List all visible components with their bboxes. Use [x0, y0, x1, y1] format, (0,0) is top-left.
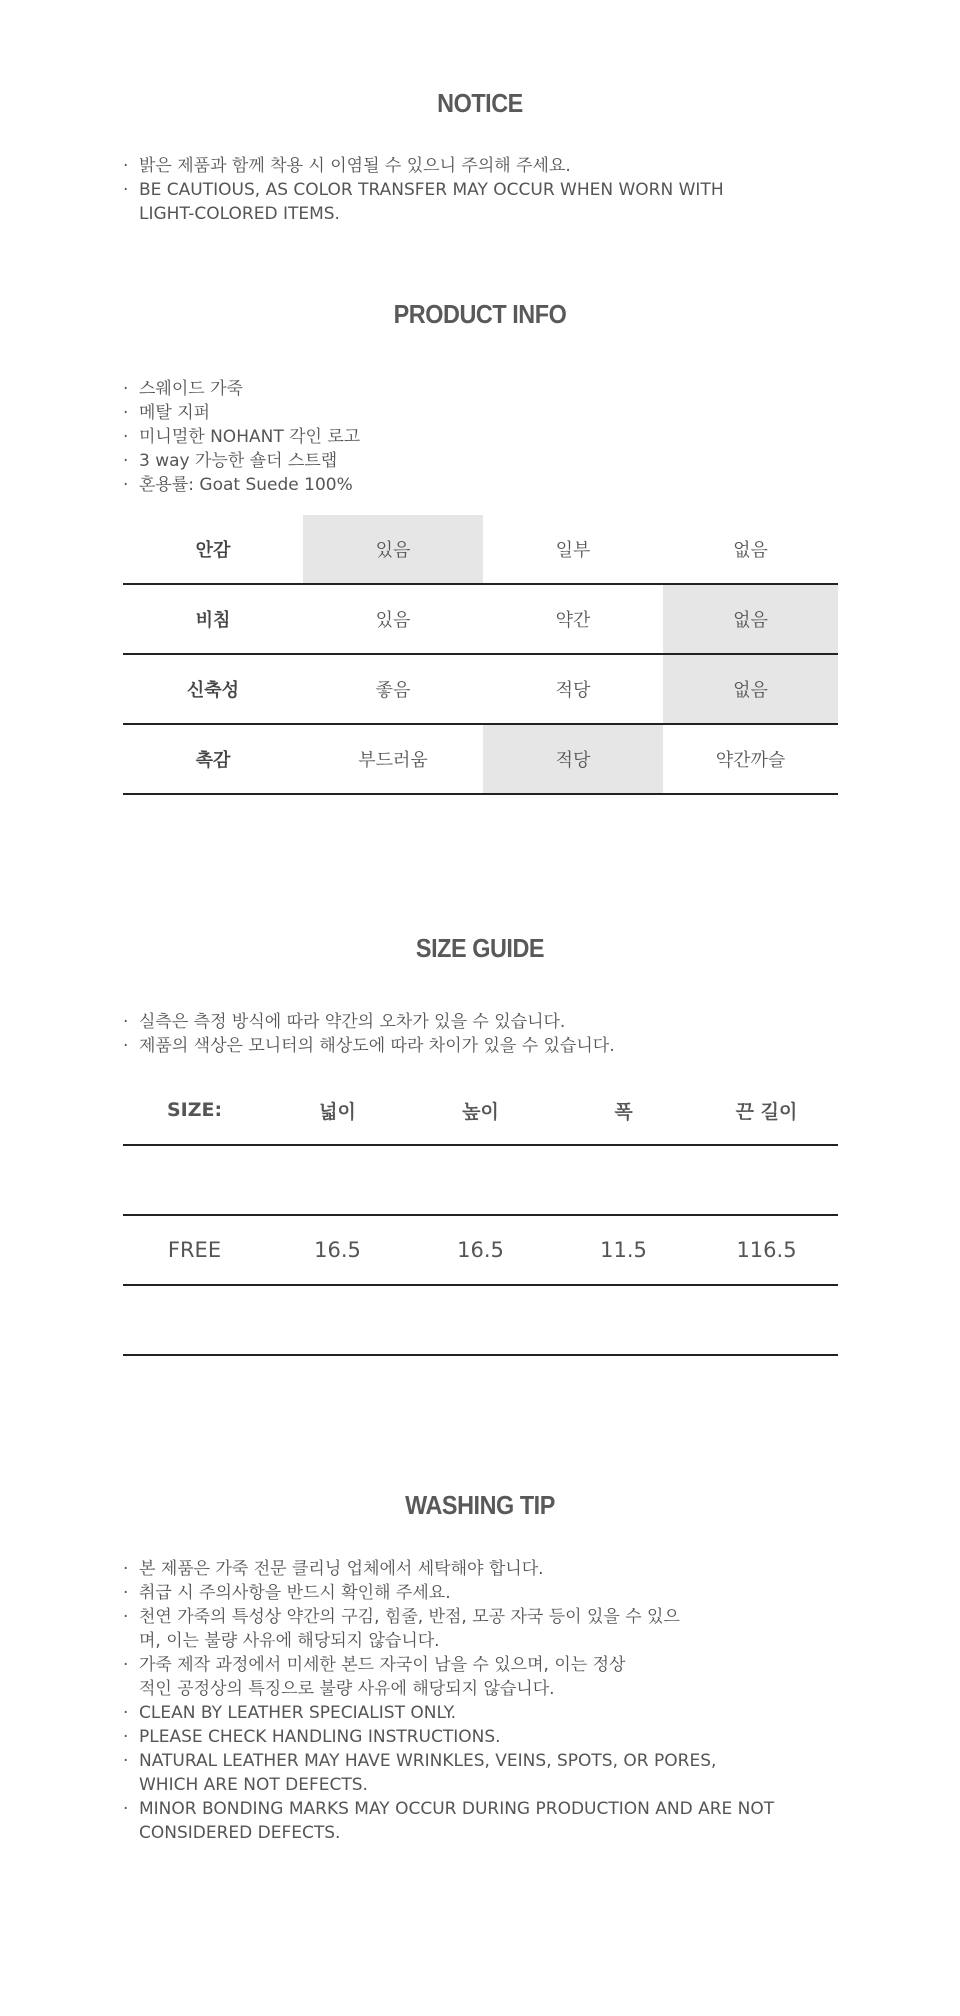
- list-item: · PLEASE CHECK HANDLING INSTRUCTIONS.: [123, 1725, 783, 1749]
- list-item: · BE CAUTIOUS, AS COLOR TRANSFER MAY OCCUR WHEN WORN WITH LIGHT-COLORED ITEMS.: [123, 178, 739, 226]
- list-item: · 미니멀한 NOHANT 각인 로고: [123, 425, 763, 449]
- size-value-cell: 11.5: [552, 1215, 695, 1285]
- attribute-option: 있음: [303, 584, 483, 654]
- attribute-option: 약간: [483, 584, 663, 654]
- list-item: · 혼용률: Goat Suede 100%: [123, 473, 763, 497]
- attribute-label: 비침: [123, 584, 303, 654]
- list-item: · 천연 가죽의 특성상 약간의 구김, 힘줄, 반점, 모공 자국 등이 있을 수 있으며, 이는 불량 사유에 해당되지 않습니다.: [123, 1605, 699, 1653]
- attribute-option-selected: 적당: [483, 724, 663, 794]
- size-header-cell: 폭: [552, 1076, 695, 1145]
- list-item: · 밝은 제품과 함께 착용 시 이염될 수 있으니 주의해 주세요.: [123, 154, 763, 178]
- attribute-label: 안감: [123, 515, 303, 584]
- size-guide-list: [123, 1010, 763, 1058]
- attribute-option: 없음: [663, 515, 838, 584]
- size-data-row: [123, 1215, 838, 1285]
- attribute-label: 촉감: [123, 724, 303, 794]
- washing-tip-title: WASHING TIP: [405, 1490, 555, 1520]
- product-info-list: [123, 377, 763, 497]
- list-item: · 실측은 측정 방식에 따라 약간의 오차가 있을 수 있습니다.: [123, 1010, 763, 1034]
- list-item: · 3 way 가능한 숄더 스트랩: [123, 449, 763, 473]
- attribute-label: 신축성: [123, 654, 303, 724]
- list-item: · 메탈 지퍼: [123, 401, 763, 425]
- list-item: · 가죽 제작 과정에서 미세한 본드 자국이 남을 수 있으며, 이는 정상적인 공정상의 특징으로 불량 사유에 해당되지 않습니다.: [123, 1653, 639, 1701]
- attribute-option-selected: 없음: [663, 584, 838, 654]
- size-header-cell: 넓이: [266, 1076, 409, 1145]
- attribute-row: [123, 584, 838, 654]
- washing-tip-list: [123, 1557, 783, 1845]
- attribute-option: 좋음: [303, 654, 483, 724]
- attribute-option-selected: 있음: [303, 515, 483, 584]
- product-attributes-table: [123, 515, 838, 795]
- attribute-option: 부드러움: [303, 724, 483, 794]
- size-header-cell: 끈 길이: [695, 1076, 838, 1145]
- attribute-option: 일부: [483, 515, 663, 584]
- size-header-row: [123, 1076, 838, 1145]
- product-info-title: PRODUCT INFO: [393, 299, 567, 329]
- notice-list: [123, 154, 763, 226]
- attribute-option-selected: 없음: [663, 654, 838, 724]
- list-item: · 제품의 색상은 모니터의 해상도에 따라 차이가 있을 수 있습니다.: [123, 1034, 763, 1058]
- size-value-cell: 16.5: [409, 1215, 552, 1285]
- list-item: · CLEAN BY LEATHER SPECIALIST ONLY.: [123, 1701, 783, 1725]
- size-value-cell: 116.5: [695, 1215, 838, 1285]
- list-item: · NATURAL LEATHER MAY HAVE WRINKLES, VEINS, SPOTS, OR PORES, WHICH ARE NOT DEFECTS.: [123, 1749, 739, 1797]
- size-header-cell: 높이: [409, 1076, 552, 1145]
- attribute-row: [123, 654, 838, 724]
- size-value-cell: 16.5: [266, 1215, 409, 1285]
- list-item: · 취급 시 주의사항을 반드시 확인해 주세요.: [123, 1581, 783, 1605]
- size-table: [123, 1076, 838, 1356]
- size-header-cell: SIZE:: [123, 1076, 266, 1145]
- attribute-option: 적당: [483, 654, 663, 724]
- size-empty-row: [123, 1145, 838, 1215]
- attribute-row: [123, 724, 838, 794]
- list-item: · 본 제품은 가죽 전문 클리닝 업체에서 세탁해야 합니다.: [123, 1557, 783, 1581]
- attribute-option: 약간까슬: [663, 724, 838, 794]
- notice-title: NOTICE: [437, 88, 523, 118]
- list-item: · MINOR BONDING MARKS MAY OCCUR DURING PRODUCTION AND ARE NOT CONSIDERED DEFECTS.: [123, 1797, 789, 1845]
- size-value-cell: FREE: [123, 1215, 266, 1285]
- attribute-row: [123, 515, 838, 584]
- size-guide-title: SIZE GUIDE: [415, 933, 545, 963]
- size-empty-row: [123, 1285, 838, 1355]
- list-item: · 스웨이드 가죽: [123, 377, 763, 401]
